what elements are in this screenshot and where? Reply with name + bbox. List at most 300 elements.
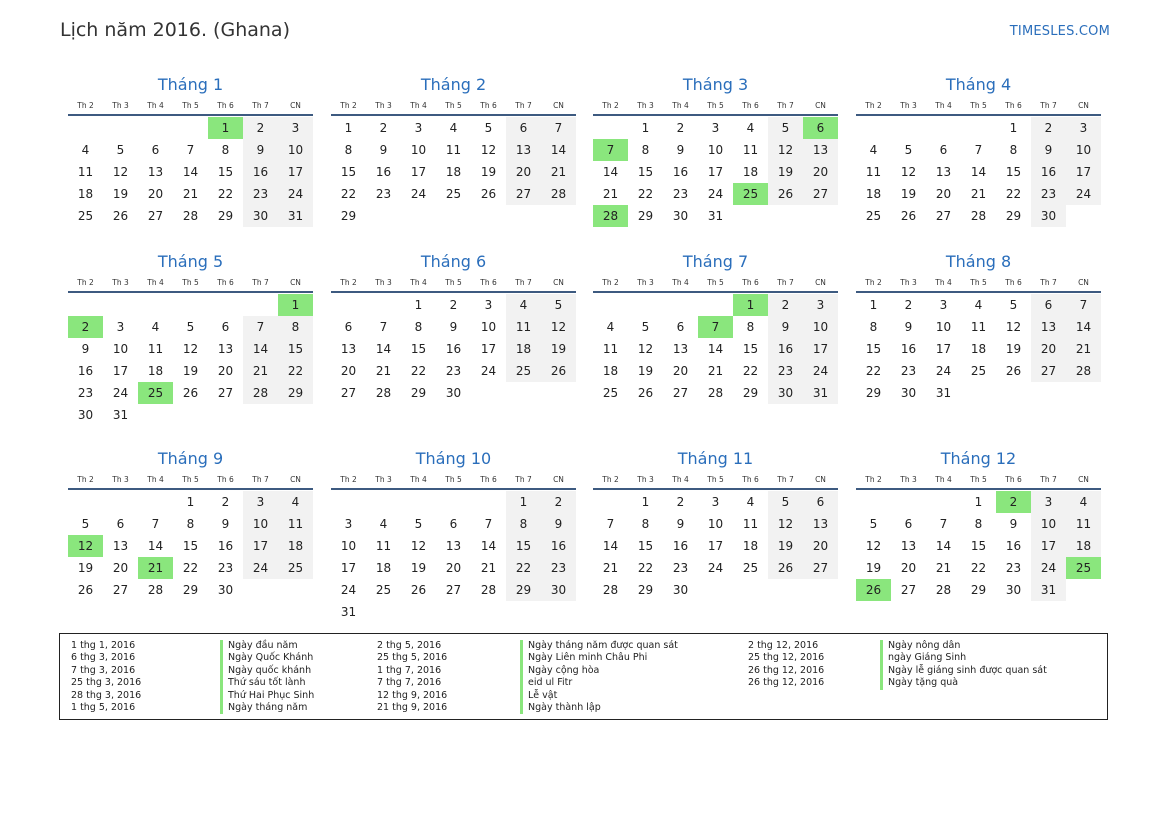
weekday-header — [593, 473, 838, 487]
weekday-label: Th 4 — [147, 475, 164, 484]
day-cell: 17 — [1031, 535, 1066, 557]
day-cell: 31 — [935, 386, 952, 400]
day-cell: 29 — [970, 583, 987, 597]
day-cell: 24 — [707, 187, 724, 201]
day-cell: 20 — [672, 364, 689, 378]
header-divider — [331, 488, 576, 490]
weekday-label: Th 3 — [375, 101, 392, 110]
day-cell: 12 — [112, 165, 129, 179]
empty-cell — [68, 294, 103, 316]
header-divider — [593, 488, 838, 490]
day-cell: 1 — [641, 121, 650, 135]
day-grid — [331, 117, 576, 227]
day-cell: 30 — [243, 205, 278, 227]
day-cell: 11 — [1066, 513, 1101, 535]
legend-date: 28 thg 3, 2016 — [71, 689, 142, 701]
day-cell: 14 — [243, 338, 278, 360]
day-cell: 21 — [480, 561, 497, 575]
empty-cell — [243, 294, 278, 316]
day-cell: 28 — [935, 583, 952, 597]
day-cell: 14 — [935, 539, 952, 553]
day-cell: 31 — [278, 205, 313, 227]
day-cell: 4 — [506, 294, 541, 316]
day-cell: 25 — [375, 583, 392, 597]
weekday-label: Th 7 — [777, 278, 794, 287]
day-cell: 26 — [1005, 364, 1022, 378]
weekday-label: Th 6 — [742, 101, 759, 110]
day-cell: 12 — [541, 316, 576, 338]
day-cell: 21 — [602, 187, 619, 201]
day-cell: 14 — [707, 342, 724, 356]
day-cell: 30 — [900, 386, 917, 400]
day-cell: 22 — [340, 187, 357, 201]
day-cell: 1 — [869, 298, 878, 312]
day-cell: 20 — [900, 561, 917, 575]
day-cell: 26 — [410, 583, 427, 597]
weekday-label: Th 5 — [970, 278, 987, 287]
day-cell: 17 — [707, 539, 724, 553]
weekday-label: CN — [815, 101, 826, 110]
weekday-label: Th 4 — [410, 278, 427, 287]
day-cell: 19 — [77, 561, 94, 575]
day-grid — [856, 117, 1101, 227]
day-cell: 9 — [768, 316, 803, 338]
day-cell: 23 — [375, 187, 392, 201]
weekday-label: Th 2 — [602, 101, 619, 110]
header-divider — [331, 114, 576, 116]
empty-cell — [103, 491, 138, 513]
weekday-label: Th 3 — [112, 475, 129, 484]
day-cell: 25 — [445, 187, 462, 201]
day-cell: 5 — [1009, 298, 1018, 312]
header-divider — [68, 291, 313, 293]
day-cell: 27 — [803, 183, 838, 205]
empty-cell — [138, 491, 173, 513]
legend-holiday-name: Ngày nông dân — [880, 640, 1047, 652]
day-cell: 3 — [1031, 491, 1066, 513]
day-cell: 5 — [641, 320, 650, 334]
empty-cell — [663, 294, 698, 316]
month-title: Tháng 8 — [945, 252, 1012, 271]
day-cell: 31 — [803, 382, 838, 404]
legend-dates-column — [748, 640, 824, 690]
day-cell: 29 — [637, 209, 654, 223]
day-cell: 3 — [939, 298, 948, 312]
month-calendar — [856, 74, 1101, 227]
day-cell: 17 — [410, 165, 427, 179]
day-cell: 1 — [974, 495, 983, 509]
day-grid — [68, 117, 313, 227]
day-cell: 8 — [414, 320, 423, 334]
empty-cell — [891, 117, 926, 139]
month-calendar — [331, 448, 576, 623]
day-cell: 21 — [375, 364, 392, 378]
empty-cell — [138, 294, 173, 316]
day-cell: 29 — [340, 209, 357, 223]
day-cell: 17 — [278, 161, 313, 183]
day-cell: 7 — [186, 143, 195, 157]
weekday-label: Th 5 — [707, 101, 724, 110]
weekday-label: CN — [553, 278, 564, 287]
day-cell: 11 — [506, 316, 541, 338]
weekday-label: Th 2 — [340, 475, 357, 484]
day-cell: 2 — [379, 121, 388, 135]
day-cell: 30 — [672, 583, 689, 597]
day-cell: 6 — [1031, 294, 1066, 316]
day-cell: 23 — [77, 386, 94, 400]
month-title: Tháng 9 — [157, 449, 224, 468]
weekday-label: Th 5 — [970, 101, 987, 110]
holiday-legend — [59, 633, 1108, 720]
header-divider — [856, 488, 1101, 490]
weekday-label: Th 6 — [742, 475, 759, 484]
day-cell: 28 — [375, 386, 392, 400]
header-divider — [856, 114, 1101, 116]
day-cell: 18 — [147, 364, 164, 378]
empty-cell — [138, 117, 173, 139]
weekday-label: Th 7 — [252, 278, 269, 287]
day-cell: 11 — [278, 513, 313, 535]
day-cell: 28 — [243, 382, 278, 404]
day-cell: 24 — [803, 360, 838, 382]
empty-cell — [331, 491, 366, 513]
legend-date: 1 thg 7, 2016 — [377, 664, 442, 676]
day-cell: 26 — [182, 386, 199, 400]
legend-holiday-name: Ngày Quốc Khánh — [220, 652, 314, 664]
day-cell: 22 — [970, 561, 987, 575]
day-cell: 15 — [340, 165, 357, 179]
weekday-header — [331, 473, 576, 487]
day-cell: 16 — [672, 165, 689, 179]
legend-dates-column — [377, 640, 447, 714]
day-cell: 28 — [970, 209, 987, 223]
day-cell: 10 — [935, 320, 952, 334]
day-cell: 23 — [217, 561, 234, 575]
brand-link[interactable]: TIMESLES.COM — [1009, 24, 1110, 39]
day-cell: 14 — [970, 165, 987, 179]
day-cell: 15 — [506, 535, 541, 557]
day-cell: 15 — [970, 539, 987, 553]
day-cell: 16 — [375, 165, 392, 179]
day-cell: 24 — [480, 364, 497, 378]
day-cell: 27 — [1031, 360, 1066, 382]
day-cell: 28 — [602, 583, 619, 597]
holiday-day-cell: 25 — [1066, 557, 1101, 579]
day-cell: 10 — [803, 316, 838, 338]
weekday-label: Th 6 — [480, 278, 497, 287]
day-cell: 13 — [445, 539, 462, 553]
month-title: Tháng 5 — [157, 252, 224, 271]
day-cell: 4 — [746, 121, 755, 135]
weekday-label: CN — [815, 475, 826, 484]
day-cell: 30 — [1031, 205, 1066, 227]
weekday-label: Th 7 — [515, 278, 532, 287]
empty-cell — [366, 294, 401, 316]
day-cell: 20 — [445, 561, 462, 575]
day-cell: 18 — [970, 342, 987, 356]
month-calendar — [331, 251, 576, 404]
legend-holiday-name: Ngày thành lập — [520, 702, 678, 714]
day-cell: 16 — [900, 342, 917, 356]
day-cell: 20 — [112, 561, 129, 575]
day-cell: 16 — [541, 535, 576, 557]
day-cell: 5 — [484, 121, 493, 135]
day-cell: 5 — [904, 143, 913, 157]
day-cell: 21 — [602, 561, 619, 575]
day-cell: 30 — [672, 209, 689, 223]
day-cell: 26 — [112, 209, 129, 223]
day-cell: 23 — [1031, 183, 1066, 205]
day-cell: 5 — [116, 143, 125, 157]
day-cell: 19 — [768, 161, 803, 183]
day-cell: 19 — [182, 364, 199, 378]
day-cell: 7 — [541, 117, 576, 139]
day-cell: 15 — [865, 342, 882, 356]
day-cell: 2 — [676, 121, 685, 135]
day-cell: 31 — [1031, 579, 1066, 601]
weekday-label: Th 7 — [777, 475, 794, 484]
day-cell: 14 — [375, 342, 392, 356]
day-cell: 12 — [900, 165, 917, 179]
legend-holiday-name: Lễ vật — [520, 690, 678, 702]
day-cell: 13 — [506, 139, 541, 161]
month-title: Tháng 1 — [157, 75, 224, 94]
day-cell: 27 — [217, 386, 234, 400]
header-divider — [593, 291, 838, 293]
day-cell: 18 — [77, 187, 94, 201]
empty-cell — [698, 294, 733, 316]
day-cell: 22 — [1005, 187, 1022, 201]
day-cell: 22 — [506, 557, 541, 579]
day-cell: 12 — [637, 342, 654, 356]
weekday-label: Th 3 — [375, 475, 392, 484]
weekday-label: Th 2 — [77, 475, 94, 484]
day-cell: 12 — [480, 143, 497, 157]
legend-names-column — [880, 640, 1047, 690]
day-cell: 3 — [344, 517, 353, 531]
day-cell: 23 — [1005, 561, 1022, 575]
holiday-day-cell: 21 — [138, 557, 173, 579]
day-cell: 4 — [379, 517, 388, 531]
day-cell: 24 — [1066, 183, 1101, 205]
legend-holiday-name: Ngày tháng năm được quan sát — [520, 640, 678, 652]
day-cell: 8 — [186, 517, 195, 531]
day-cell: 10 — [340, 539, 357, 553]
weekday-label: Th 4 — [672, 278, 689, 287]
day-grid — [593, 294, 838, 404]
day-cell: 13 — [217, 342, 234, 356]
day-cell: 6 — [151, 143, 160, 157]
day-cell: 13 — [900, 539, 917, 553]
day-cell: 9 — [379, 143, 388, 157]
day-cell: 28 — [707, 386, 724, 400]
day-cell: 14 — [147, 539, 164, 553]
empty-cell — [593, 294, 628, 316]
day-cell: 17 — [707, 165, 724, 179]
weekday-label: Th 4 — [410, 475, 427, 484]
day-cell: 2 — [904, 298, 913, 312]
day-cell: 22 — [278, 360, 313, 382]
weekday-label: Th 2 — [340, 278, 357, 287]
day-cell: 26 — [541, 360, 576, 382]
day-cell: 30 — [541, 579, 576, 601]
day-cell: 20 — [506, 161, 541, 183]
day-cell: 10 — [480, 320, 497, 334]
day-cell: 14 — [182, 165, 199, 179]
weekday-label: CN — [1078, 475, 1089, 484]
day-cell: 3 — [278, 117, 313, 139]
day-cell: 11 — [375, 539, 392, 553]
day-cell: 23 — [243, 183, 278, 205]
day-cell: 7 — [243, 316, 278, 338]
weekday-label: Th 3 — [112, 278, 129, 287]
weekday-label: Th 4 — [935, 475, 952, 484]
empty-cell — [331, 294, 366, 316]
legend-holiday-name: Ngày tặng quà — [880, 677, 1047, 689]
weekday-label: Th 7 — [1040, 101, 1057, 110]
day-cell: 14 — [480, 539, 497, 553]
day-cell: 29 — [865, 386, 882, 400]
legend-names-column — [220, 640, 314, 714]
legend-date: 1 thg 5, 2016 — [71, 701, 136, 713]
day-cell: 1 — [1009, 121, 1018, 135]
day-cell: 19 — [768, 535, 803, 557]
day-cell: 9 — [243, 139, 278, 161]
day-cell: 22 — [637, 561, 654, 575]
day-cell: 2 — [541, 491, 576, 513]
day-cell: 20 — [217, 364, 234, 378]
day-cell: 29 — [1005, 209, 1022, 223]
day-cell: 14 — [1066, 316, 1101, 338]
weekday-header — [856, 276, 1101, 290]
weekday-label: Th 7 — [515, 475, 532, 484]
month-calendar — [331, 74, 576, 227]
day-cell: 4 — [974, 298, 983, 312]
legend-date: 12 thg 9, 2016 — [377, 689, 448, 701]
day-cell: 22 — [182, 561, 199, 575]
legend-holiday-name: Ngày Liên minh Châu Phi — [520, 652, 678, 664]
weekday-label: Th 2 — [602, 475, 619, 484]
weekday-label: Th 3 — [900, 475, 917, 484]
day-cell: 12 — [1005, 320, 1022, 334]
day-cell: 22 — [637, 187, 654, 201]
empty-cell — [856, 117, 891, 139]
day-cell: 11 — [77, 165, 94, 179]
day-cell: 18 — [742, 165, 759, 179]
weekday-label: Th 6 — [1005, 278, 1022, 287]
day-cell: 24 — [340, 583, 357, 597]
empty-cell — [961, 117, 996, 139]
day-cell: 30 — [1005, 583, 1022, 597]
day-grid — [593, 117, 838, 227]
day-cell: 12 — [182, 342, 199, 356]
day-cell: 12 — [768, 139, 803, 161]
weekday-label: Th 4 — [935, 101, 952, 110]
day-cell: 10 — [707, 517, 724, 531]
empty-cell — [68, 117, 103, 139]
day-cell: 4 — [278, 491, 313, 513]
weekday-header — [331, 276, 576, 290]
month-calendar — [593, 448, 838, 601]
day-cell: 7 — [939, 517, 948, 531]
weekday-label: Th 2 — [77, 278, 94, 287]
empty-cell — [366, 491, 401, 513]
empty-cell — [436, 491, 471, 513]
month-title: Tháng 2 — [420, 75, 487, 94]
day-cell: 4 — [1066, 491, 1101, 513]
day-grid — [331, 294, 576, 404]
day-cell: 7 — [606, 517, 615, 531]
day-cell: 18 — [506, 338, 541, 360]
month-calendar — [593, 74, 838, 227]
day-cell: 19 — [900, 187, 917, 201]
legend-date: 7 thg 7, 2016 — [377, 677, 442, 689]
day-cell: 27 — [935, 209, 952, 223]
day-cell: 1 — [506, 491, 541, 513]
day-cell: 19 — [1005, 342, 1022, 356]
holiday-day-cell: 25 — [138, 382, 173, 404]
day-cell: 1 — [641, 495, 650, 509]
day-cell: 2 — [1031, 117, 1066, 139]
month-title: Tháng 4 — [945, 75, 1012, 94]
day-cell: 16 — [1005, 539, 1022, 553]
weekday-label: Th 5 — [707, 475, 724, 484]
holiday-day-cell: 25 — [733, 183, 768, 205]
day-cell: 24 — [707, 561, 724, 575]
empty-cell — [68, 491, 103, 513]
day-cell: 4 — [81, 143, 90, 157]
weekday-label: Th 4 — [147, 278, 164, 287]
day-cell: 8 — [746, 320, 755, 334]
holiday-day-cell: 1 — [208, 117, 243, 139]
weekday-label: CN — [290, 278, 301, 287]
day-cell: 25 — [506, 360, 541, 382]
weekday-header — [68, 99, 313, 113]
day-cell: 19 — [865, 561, 882, 575]
day-cell: 29 — [742, 386, 759, 400]
weekday-label: Th 5 — [445, 475, 462, 484]
day-cell: 27 — [112, 583, 129, 597]
legend-date: 2 thg 12, 2016 — [748, 640, 819, 651]
weekday-label: CN — [1078, 278, 1089, 287]
legend-date: 25 thg 5, 2016 — [377, 652, 448, 664]
day-cell: 12 — [768, 513, 803, 535]
weekday-label: Th 4 — [672, 101, 689, 110]
day-cell: 15 — [742, 342, 759, 356]
day-cell: 18 — [865, 187, 882, 201]
weekday-label: Th 2 — [865, 475, 882, 484]
weekday-label: Th 6 — [217, 278, 234, 287]
day-cell: 21 — [182, 187, 199, 201]
weekday-label: Th 7 — [252, 101, 269, 110]
legend-date: 7 thg 3, 2016 — [71, 664, 136, 676]
day-cell: 5 — [869, 517, 878, 531]
day-cell: 18 — [278, 535, 313, 557]
day-cell: 15 — [182, 539, 199, 553]
day-cell: 4 — [746, 495, 755, 509]
month-title: Tháng 12 — [940, 449, 1017, 468]
day-cell: 15 — [637, 539, 654, 553]
weekday-label: Th 3 — [375, 278, 392, 287]
legend-holiday-name: Thứ Hai Phục Sinh — [220, 690, 314, 702]
day-cell: 1 — [186, 495, 195, 509]
weekday-label: Th 5 — [182, 101, 199, 110]
empty-cell — [856, 491, 891, 513]
day-cell: 3 — [243, 491, 278, 513]
day-cell: 2 — [221, 495, 230, 509]
day-cell: 25 — [865, 209, 882, 223]
day-cell: 3 — [116, 320, 125, 334]
